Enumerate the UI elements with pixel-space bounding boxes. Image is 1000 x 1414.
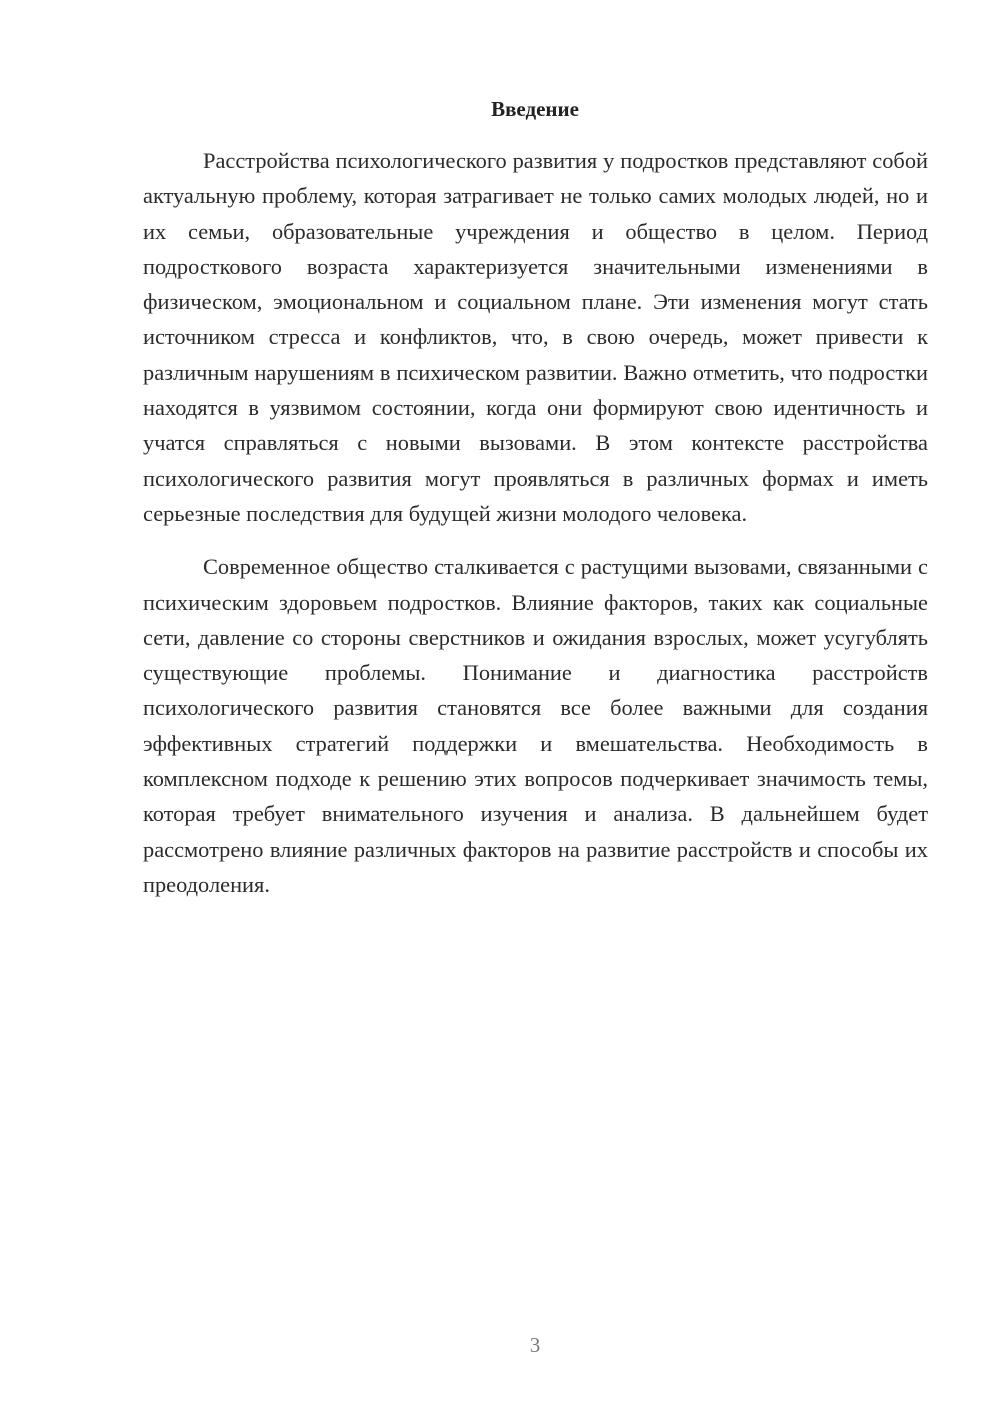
section-heading: Введение: [491, 97, 579, 121]
page-number: 3: [529, 1333, 541, 1357]
paragraph-2: Современное общество сталкивается с растущими вызовами, связанными с психическим здоровьем подростков. Влияние факторов, таких как социальные сети, давление со стороны сверстников и ожидания взрослых, может усугублять существующие проблемы. Понимание и диагностика расстройств психологического развития становятся все более важными для создания эффективных стратегий поддержки и вмешательства. Необходимость в комплексном подходе к решению этих вопросов подчеркивает значимость темы, которая требует внимательного изучения и анализа. В дальнейшем будет рассмотрено влияние различных факторов на развитие расстройств и способы их преодоления.: [143, 554, 928, 897]
paragraph-1: Расстройства психологического развития у подростков представляют собой актуальную проблему, которая затрагивает не только самих молодых людей, но и их семьи, образовательные учреждения и общество в целом. Период подросткового возраста характеризуется значительными изменениями в физическом, эмоциональном и социальном плане. Эти изменения могут стать источником стресса и конфликтов, что, в свою очередь, может привести к различным нарушениям в психическом развитии. Важно отметить, что подростки находятся в уязвимом состоянии, когда они формируют свою идентичность и учатся справляться с новыми вызовами. В этом контексте расстройства психологического развития могут проявляться в различных формах и иметь серьезные последствия для будущей жизни молодого человека.: [143, 148, 928, 526]
body-text: [143, 143, 928, 902]
